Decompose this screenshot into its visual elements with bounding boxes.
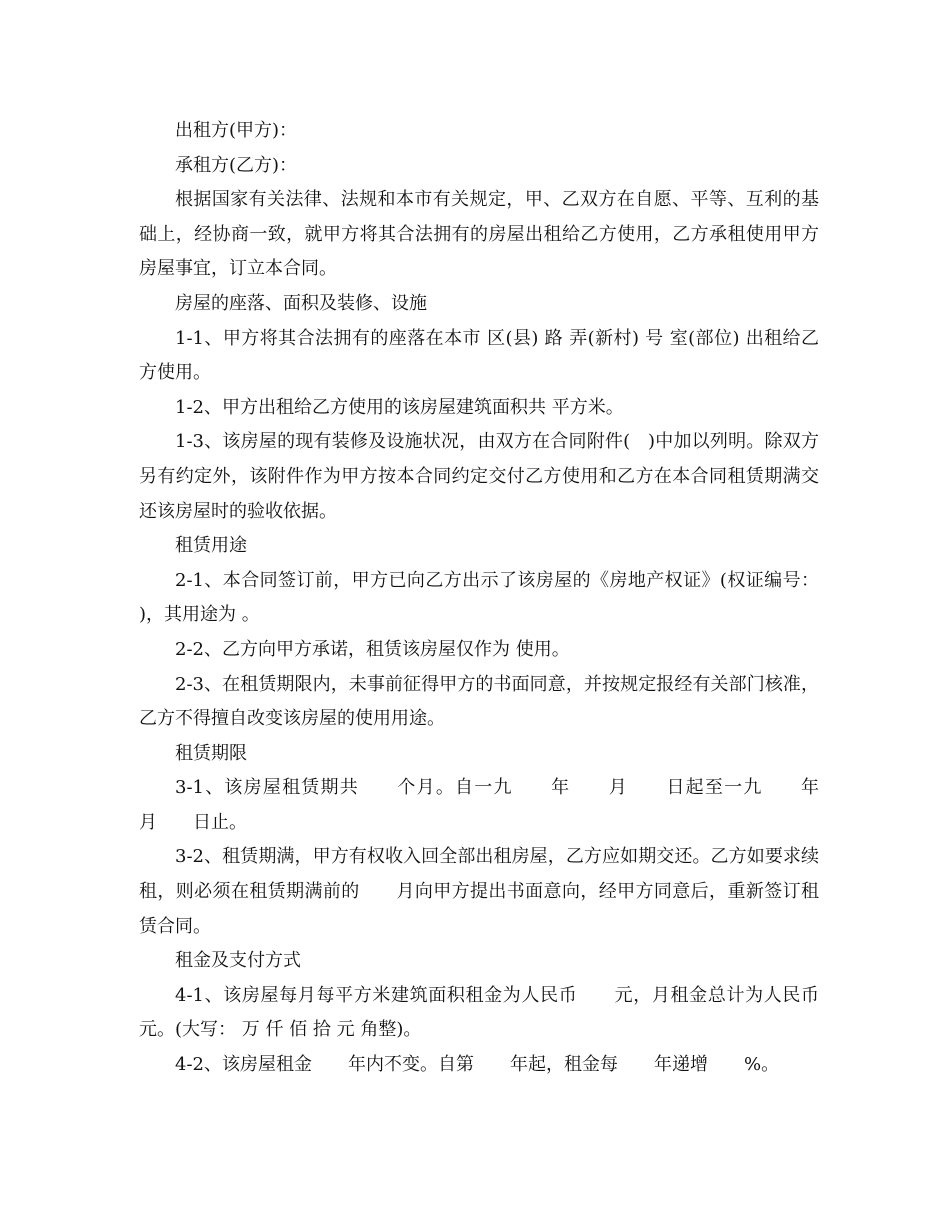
section-heading-premises: 房屋的座落、面积及装修、设施 [175, 292, 427, 314]
lessee-line: 承租方(乙方)： [175, 154, 298, 176]
clause-3-2: 3-2、租赁期满，甲方有权收入回全部出租房屋，乙方应如期交还。乙方如要求续租，则必须在租赁期满前的 月向甲方提出书面意向，经甲方同意后，重新签订租赁合同。 [139, 846, 819, 937]
preamble-paragraph: 根据国家有关法律、法规和本市有关规定，甲、乙双方在自愿、平等、互利的基础上，经协商一致，就甲方将其合法拥有的房屋出租给乙方使用，乙方承租使用甲方房屋事宜，订立本合同。 [139, 189, 819, 280]
clause-2-3: 2-3、在租赁期限内，未事前征得甲方的书面同意，并按规定报经有关部门核准，乙方不得擅自改变该房屋的使用用途。 [139, 673, 819, 730]
clause-1-3: 1-3、该房屋的现有装修及设施状况，由双方在合同附件( )中加以列明。除双方另有约定外，该附件作为甲方按本合同约定交付乙方使用和乙方在本合同租赁期满交还该房屋时的验收依据。 [139, 431, 819, 522]
section-heading-rent: 租金及支付方式 [175, 950, 301, 972]
clause-3-1: 3-1、该房屋租赁期共 个月。自一九 年 月 日起至一九 年 月 日止。 [139, 777, 855, 833]
clause-2-1: 2-1、本合同签订前，甲方已向乙方出示了该房屋的《房地产权证》(权证编号： )，其用途为 。 [139, 569, 825, 626]
clause-1-2: 1-2、甲方出租给乙方使用的该房屋建筑面积共 平方米。 [175, 396, 624, 418]
clause-4-1: 4-1、该房屋每月每平方米建筑面积租金为人民币 元，月租金总计为人民币 元。(大写： 万 仟 佰 拾 元 角整)。 [139, 984, 855, 1041]
document-body [139, 114, 855, 1083]
section-heading-use: 租赁用途 [175, 535, 247, 557]
clause-2-2: 2-2、乙方向甲方承诺，租赁该房屋仅作为 使用。 [175, 638, 570, 660]
section-heading-term: 租赁期限 [175, 742, 247, 764]
clause-1-1: 1-1、甲方将其合法拥有的座落在本市 区(县) 路 弄(新村) 号 室(部位) 出租给乙方使用。 [139, 327, 819, 384]
clause-4-2: 4-2、该房屋租金 年内不变。自第 年起，租金每 年递增 %。 [175, 1054, 780, 1076]
lessor-line: 出租方(甲方)： [175, 120, 298, 141]
